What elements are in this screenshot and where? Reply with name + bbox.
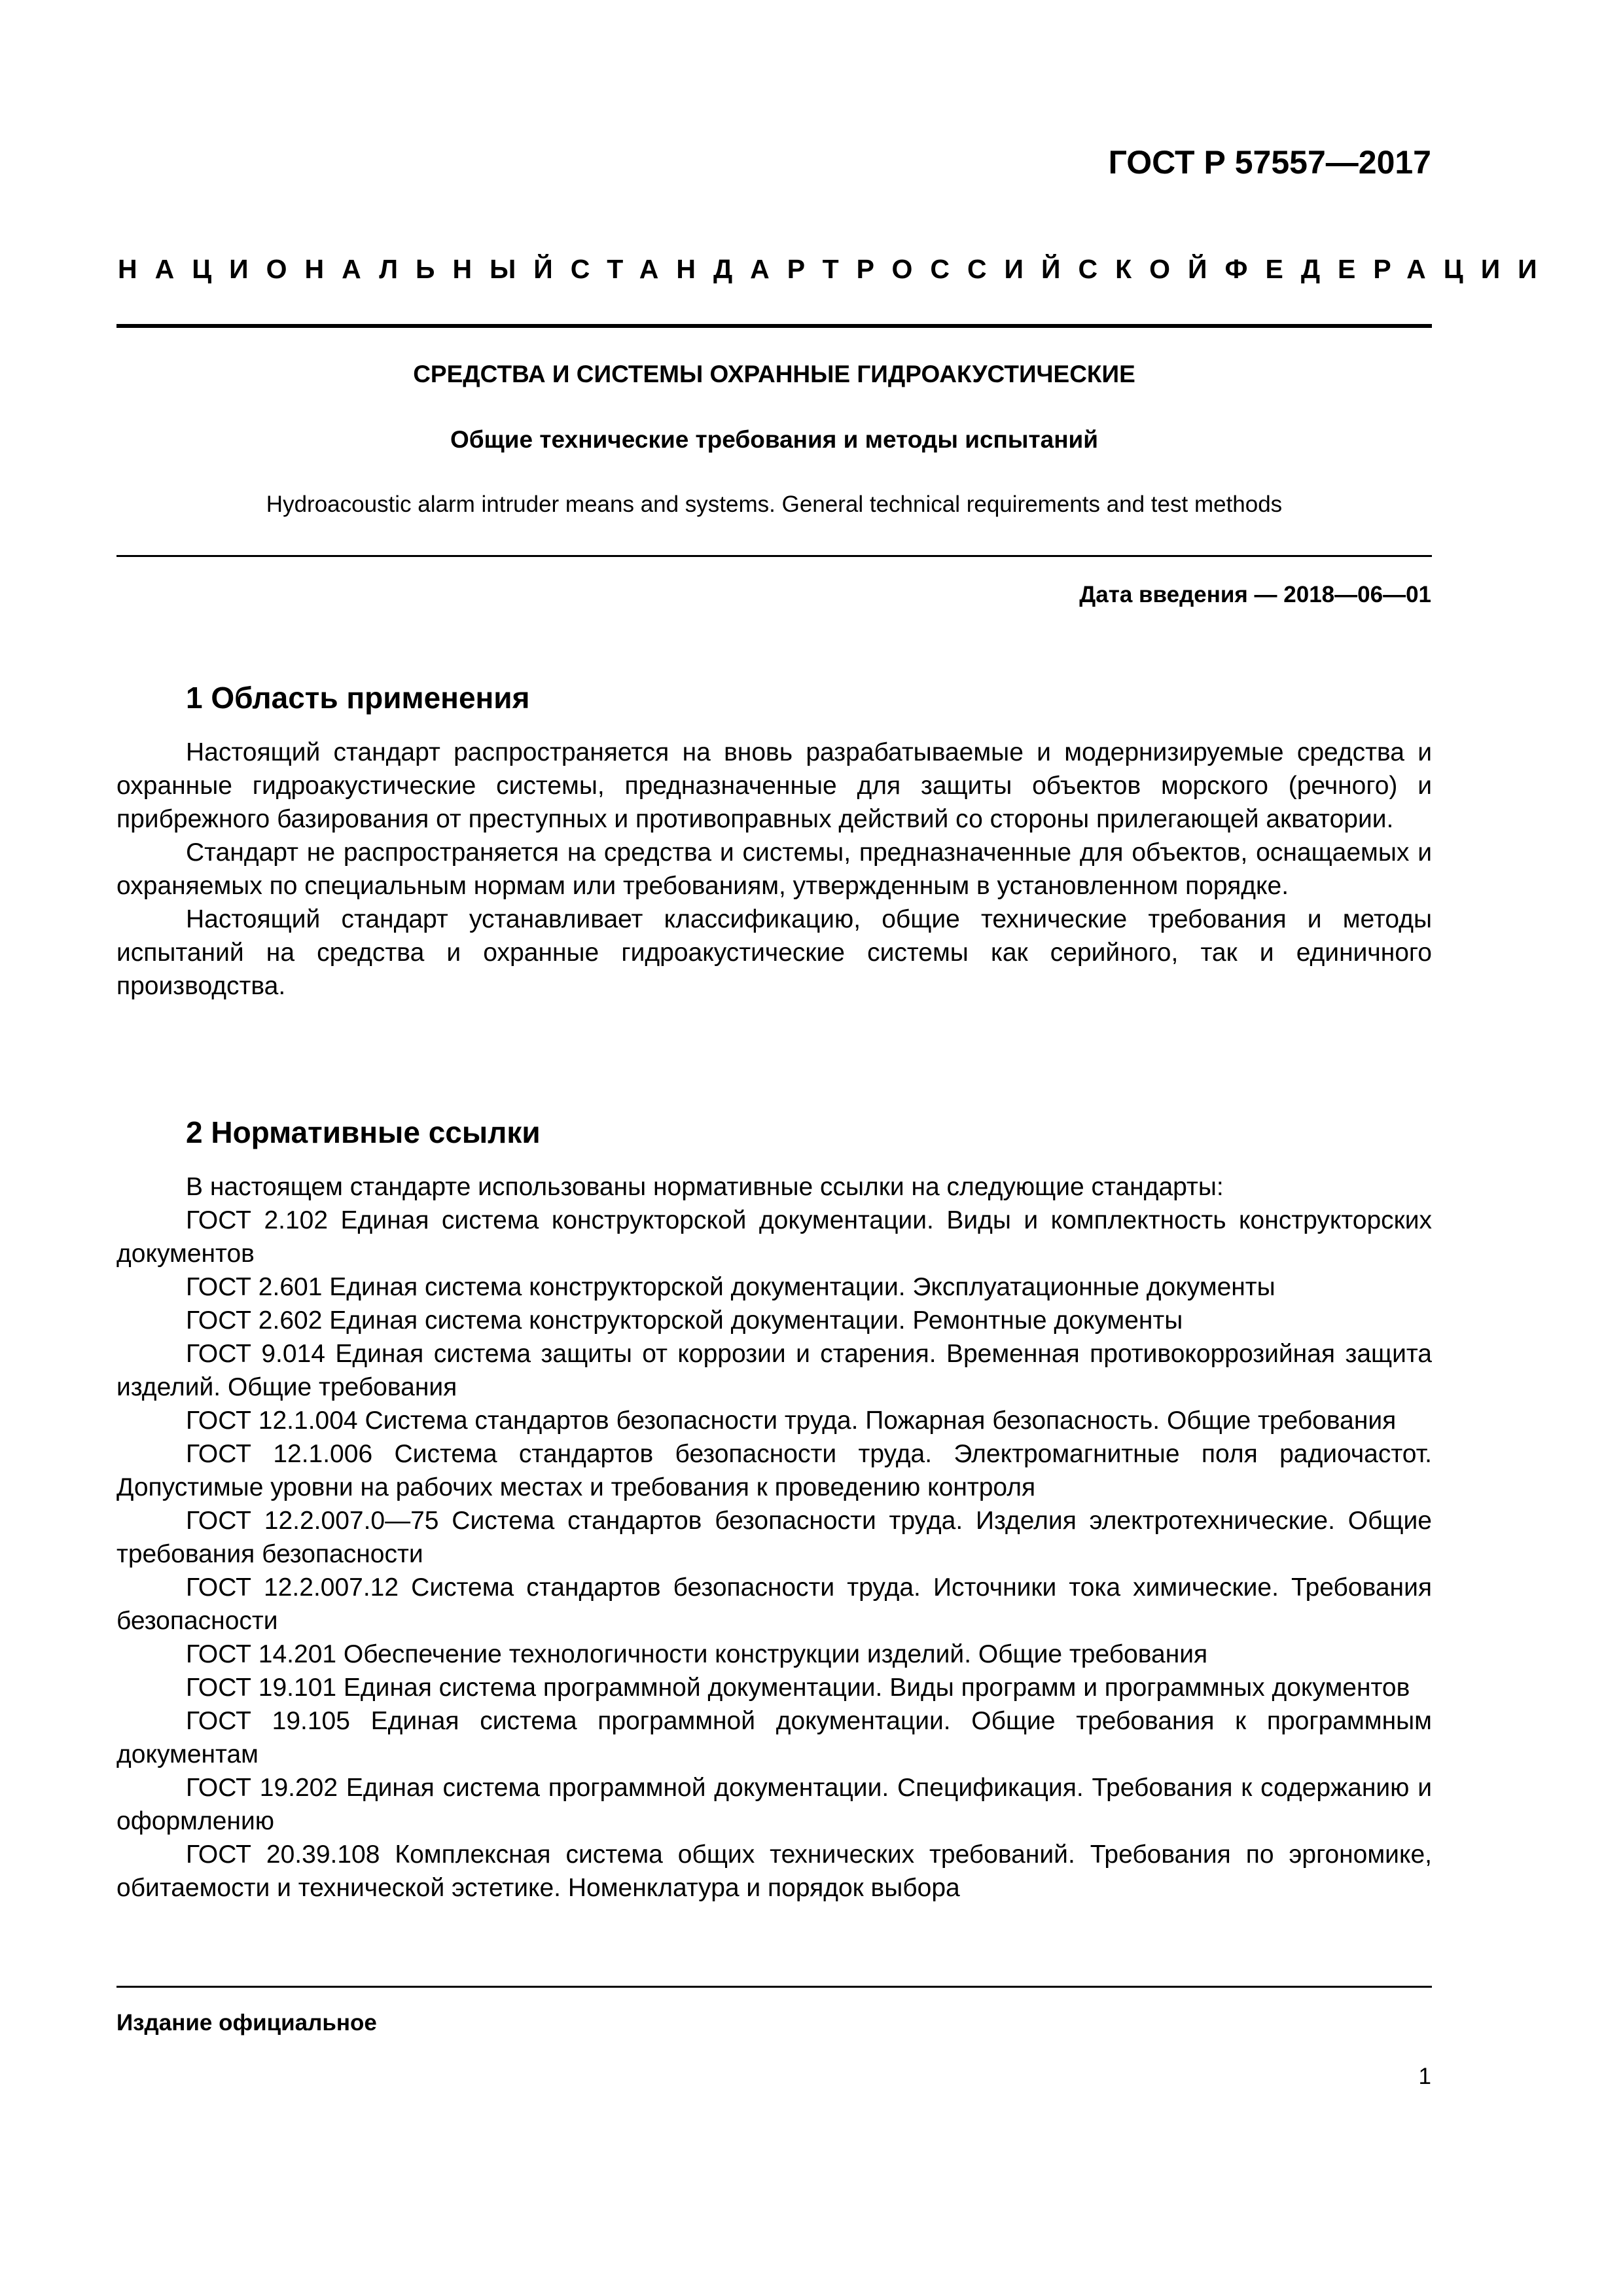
reference-item: ГОСТ 12.1.006 Система стандартов безопасности труда. Электромагнитные поля радиочастот. Допустимые уровни на рабочих местах и требования к проведению контроля [116, 1440, 1432, 1501]
paragraph: Настоящий стандарт устанавливает классификацию, общие технические требования и методы испытаний на средства и охранные гидроакустические системы как серийного, так и единичного производства. [116, 905, 1432, 1000]
section-scope [116, 678, 1432, 1003]
reference-item: ГОСТ 14.201 Обеспечение технологичности конструкции изделий. Общие требования [186, 1640, 1208, 1668]
reference-item: ГОСТ 12.2.007.0—75 Система стандартов безопасности труда. Изделия электротехнические. Общие требования безопасности [116, 1507, 1432, 1568]
national-word-3: РОССИЙСКОЙ [856, 254, 1225, 284]
references-intro: В настоящем стандарте использованы нормативные ссылки на следующие стандарты: [186, 1173, 1224, 1201]
reference-item: ГОСТ 9.014 Единая система защиты от коррозии и старения. Временная противокоррозийная защита изделий. Общие требования [116, 1340, 1432, 1401]
introduction-date: Дата введения — 2018—06—01 [1079, 582, 1431, 607]
section-heading: 1 Область применения [186, 681, 530, 715]
page-number: 1 [1418, 2064, 1431, 2089]
reference-item: ГОСТ 2.102 Единая система конструкторской документации. Виды и комплектность конструкторских документов [116, 1206, 1432, 1268]
section-heading: 2 Нормативные ссылки [186, 1115, 541, 1149]
standard-number: ГОСТ Р 57557—2017 [1108, 144, 1431, 181]
national-word-4: ФЕДЕРАЦИИ [1224, 254, 1555, 284]
section-normative-references [116, 1113, 1432, 1905]
footer-divider [116, 1986, 1432, 1988]
reference-item: ГОСТ 2.601 Единая система конструкторской документации. Эксплуатационные документы [186, 1273, 1275, 1301]
national-word-2: СТАНДАРТ [570, 254, 857, 284]
paragraph: Настоящий стандарт распространяется на вновь разрабатываемые и модернизируемые средства и охранные гидроакустические системы, предназначенные для защиты объектов морского (речного) и прибрежного базирования от преступных и противоправных действий со стороны прилегающей акватории. [116, 738, 1432, 833]
header-divider [116, 324, 1432, 328]
reference-item: ГОСТ 19.101 Единая система программной документации. Виды программ и программных документов [186, 1674, 1410, 1702]
national-standard-line [118, 253, 1555, 285]
reference-item: ГОСТ 12.1.004 Система стандартов безопасности труда. Пожарная безопасность. Общие требования [186, 1407, 1397, 1435]
national-word-1: НАЦИОНАЛЬНЫЙ [118, 254, 571, 284]
document-subtitle: Общие технические требования и методы испытаний [450, 426, 1099, 453]
reference-item: ГОСТ 19.105 Единая система программной документации. Общие требования к программным документам [116, 1707, 1432, 1768]
reference-item: ГОСТ 20.39.108 Комплексная система общих технических требований. Требования по эргономике, обитаемости и технической эстетике. Номенклатура и порядок выбора [116, 1840, 1432, 1902]
edition-label: Издание официальное [116, 2010, 377, 2036]
document-title-english: Hydroacoustic alarm intruder means and systems. General technical requirements and test methods [266, 492, 1283, 517]
reference-item: ГОСТ 19.202 Единая система программной документации. Спецификация. Требования к содержанию и оформлению [116, 1774, 1432, 1835]
paragraph: Стандарт не распространяется на средства и системы, предназначенные для объектов, оснащаемых и охраняемых по специальным нормам или требованиям, утвержденным в установленном порядке. [116, 838, 1432, 900]
reference-item: ГОСТ 12.2.007.12 Система стандартов безопасности труда. Источники тока химические. Требования безопасности [116, 1573, 1432, 1635]
title-divider [116, 555, 1432, 557]
document-title: СРЕДСТВА И СИСТЕМЫ ОХРАННЫЕ ГИДРОАКУСТИЧЕСКИЕ [413, 361, 1135, 387]
reference-item: ГОСТ 2.602 Единая система конструкторской документации. Ремонтные документы [186, 1306, 1183, 1335]
